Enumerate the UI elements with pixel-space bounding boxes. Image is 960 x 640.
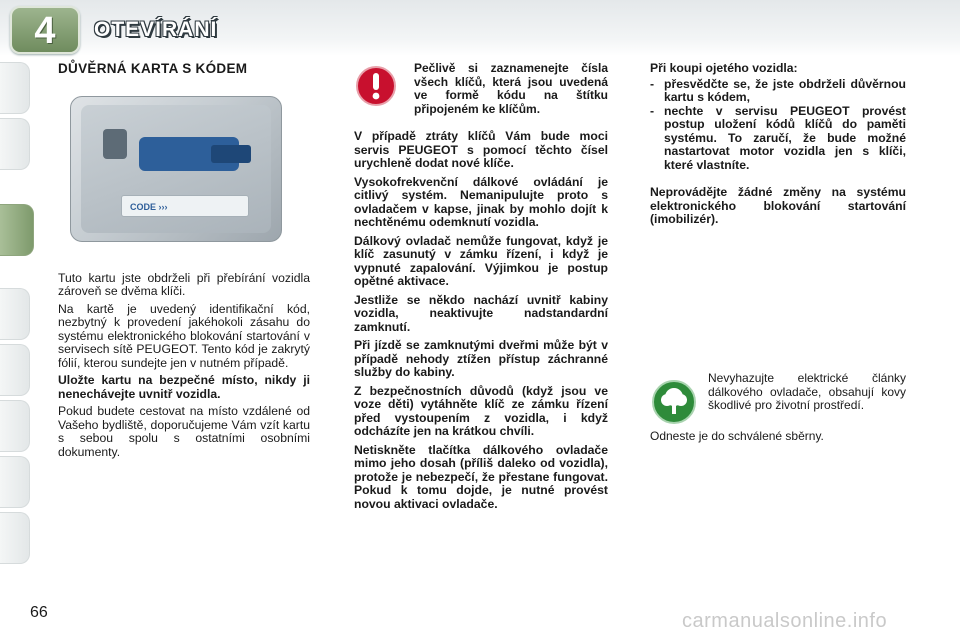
eco-text: Nevyhazujte elektrické články dálkového ovladače, obsahují kovy škodlivé pro životní prostředí. [708, 371, 906, 412]
eco-note: Odneste je do schválené sběrny. [650, 429, 824, 443]
side-tab-8[interactable] [0, 512, 30, 564]
warning-text: Pečlivě si zaznamenejte čísla všech klíčů, která jsou uvedená ve formě kódu na štítku připojeném ke klíčům. [414, 61, 608, 116]
chapter-tab [10, 6, 80, 54]
children-safety-paragraph: Z bezpečnostních důvodů (když jsou ve voze děti) vytáhněte klíč ze zámku řízení před vystoupením z vozidla, i když odcházíte jen na krátkou chvíli. [354, 383, 608, 438]
chapter-number: 4 [34, 10, 56, 52]
list-item [650, 78, 906, 105]
card-inner [81, 105, 271, 233]
column-1 [58, 62, 310, 463]
remote-range-paragraph: Netiskněte tlačítka dálkového ovladače mimo jeho dosah (příliš daleko od vozidla), protože je nebezpečí, že přestane fungovat. Pokud k tomu dojde, je nutné provést novou aktivaci ovladače. [354, 442, 608, 511]
intro-paragraph: Tuto kartu jste obdrželi při přebírání vozidla zároveň se dvěma klíči. [58, 270, 310, 298]
section-title: DŮVĚRNÁ KARTA S KÓDEM [58, 61, 248, 76]
side-tab-6[interactable] [0, 400, 30, 452]
code-card-illustration [70, 96, 288, 246]
side-tab-2[interactable] [0, 118, 30, 170]
chapter-side-rail [0, 62, 32, 582]
key-blade-icon [211, 145, 251, 163]
eco-row [650, 372, 906, 426]
remote-ignition-paragraph: Dálkový ovladač nemůže fungovat, když je klíč zasunutý v zámku řízení, i když je vypnuté zapalování. Výjimkou je postup opětné aktivace. [354, 233, 608, 288]
side-tab-5[interactable] [0, 344, 30, 396]
deadlock-paragraph: Jestliže se někdo nachází uvnitř kabiny vozidla, neaktivujte nadstandardní zamknutí. [354, 292, 608, 334]
code-arrows-icon: ››› [158, 201, 168, 212]
list-item [650, 105, 906, 173]
code-label-text: CODE [130, 201, 157, 212]
side-tab-4[interactable] [0, 288, 30, 340]
chapter-title: OTEVÍRÁNÍ [94, 18, 218, 41]
remote-sensitive-paragraph: Vysokofrekvenční dálkové ovládání je citlivý systém. Nemanipulujte proto s ovladačem v kapse, jinak by mohlo dojít k nechtěnému odemknutí vozidla. [354, 174, 608, 229]
list-item-text: nechte v servisu PEUGEOT provést postup uložení kódů klíčů do paměti systému. To zaručí, že bude možné nastartovat motor vozidla jen s klíči, které vlastníte. [664, 103, 906, 172]
column-2 [354, 62, 608, 516]
eco-block [650, 372, 906, 444]
code-label [121, 195, 249, 217]
exclamation-icon [354, 62, 406, 114]
code-paragraph: Na kartě je uvedený identifikační kód, nezbytný k provedení jakéhokoli zásahu do systému elektronického blokování startování v servisech sítě PEUGEOT. Tento kód je zakrytý fólií, kterou sundejte jen v nutném případě. [58, 301, 310, 370]
travel-paragraph: Pokud budete cestovat na místo vzdálené od Vašeho bydliště, doporučujeme Vám vzít kartu s sebou spolu s ostatními osobními dokumenty. [58, 404, 310, 459]
peugeot-logo-icon [103, 129, 127, 159]
watermark: carmanualsonline.info [682, 610, 888, 632]
side-tab-1[interactable] [0, 62, 30, 114]
page-number: 66 [30, 604, 48, 621]
warning-block [354, 62, 608, 116]
column-3 [650, 62, 906, 229]
list-item-text: přesvědčte se, že jste obdrželi důvěrnou kartu s kódem, [664, 76, 906, 104]
lost-keys-paragraph: V případě ztráty klíčů Vám bude moci servis PEUGEOT s pomocí těchto čísel urychleně dodat nové klíče. [354, 129, 608, 170]
tree-recycle-icon [650, 378, 698, 426]
list-dash: - [650, 76, 655, 91]
safe-storage-paragraph: Uložte kartu na bezpečné místo, nikdy ji nenechávejte uvnitř vozidla. [58, 373, 310, 401]
side-tab-7[interactable] [0, 456, 30, 508]
side-tab-active[interactable] [0, 204, 34, 256]
no-modification-paragraph: Neprovádějte žádné změny na systému elektronického blokování startování (imobilizér). [650, 185, 906, 226]
card-body [70, 96, 282, 242]
list-dash: - [650, 103, 655, 118]
used-vehicle-intro: Při koupi ojetého vozidla: [650, 61, 798, 75]
locked-doors-paragraph: Při jízdě se zamknutými dveřmi může být v případě nehody ztížen přístup záchranné služby do kabiny. [354, 338, 608, 379]
